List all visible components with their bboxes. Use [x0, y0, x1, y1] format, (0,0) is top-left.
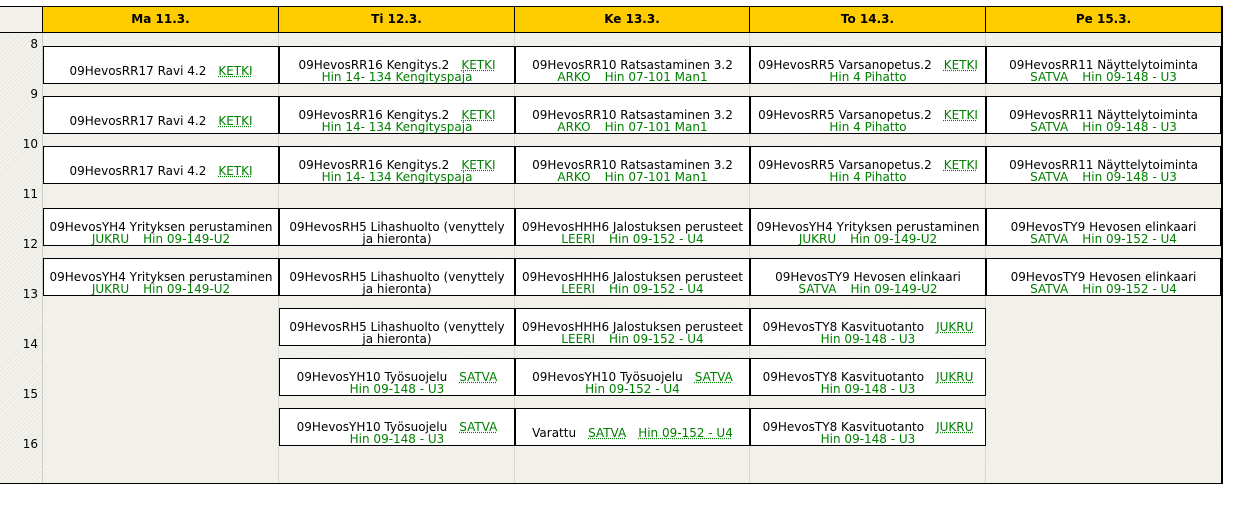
day-header-mon[interactable]: Ma 11.3. — [43, 7, 279, 32]
course-name: 09HevosRR17 Ravi 4.2 — [69, 114, 207, 128]
teacher-link[interactable]: JUKRU — [798, 232, 837, 246]
teacher-link[interactable]: KETKI — [218, 164, 253, 178]
teacher-link[interactable]: SATVA — [588, 426, 627, 440]
course-name: 09HevosHHH6 Jalostuksen perusteet — [522, 320, 743, 334]
event-block[interactable] — [515, 258, 750, 296]
course-name-cont: ja hieronta) — [362, 332, 432, 346]
room-link[interactable]: Hin 09-148 - U3 — [349, 432, 445, 446]
course-name: 09HevosRR5 Varsanopetus.2 — [758, 158, 932, 172]
event-block[interactable] — [750, 258, 986, 296]
day-header-thu[interactable]: To 14.3. — [750, 7, 986, 32]
room-link[interactable]: Hin 09-148 - U3 — [1082, 120, 1177, 134]
room-link[interactable]: Hin 09-148 - U3 — [820, 332, 916, 346]
header-corner — [0, 7, 43, 32]
teacher-link[interactable]: JUKRU — [936, 420, 974, 434]
room-link[interactable]: Hin 4 Pihatto — [829, 170, 907, 184]
course-name: 09HevosHHH6 Jalostuksen perusteet — [522, 220, 743, 234]
room-link[interactable]: Hin 09-148 - U3 — [820, 382, 916, 396]
event-block[interactable] — [750, 308, 986, 346]
event-block[interactable] — [279, 308, 515, 346]
teacher-link[interactable]: SATVA — [459, 420, 498, 434]
event-block[interactable] — [750, 358, 986, 396]
room-link[interactable]: Hin 07-101 Man1 — [604, 70, 708, 84]
course-name: Varattu — [532, 426, 577, 440]
room-link[interactable]: Hin 09-148 - U3 — [1082, 70, 1177, 84]
course-name: 09HevosRR11 Näyttelytoiminta — [1009, 158, 1198, 172]
room-link[interactable]: Hin 09-148 - U3 — [820, 432, 916, 446]
hour-label: 16 — [22, 437, 38, 451]
course-name: 09HevosRR16 Kengitys.2 — [298, 108, 450, 122]
course-name: 09HevosYH4 Yrityksen perustaminen — [756, 220, 980, 234]
room-link[interactable]: Hin 09-152 - U4 — [609, 232, 704, 246]
teacher-link[interactable]: KETKI — [943, 108, 978, 122]
room-link[interactable]: Hin 09-149-U2 — [143, 282, 231, 296]
teacher-link[interactable]: SATVA — [459, 370, 498, 384]
room-link[interactable]: Hin 07-101 Man1 — [604, 120, 708, 134]
room-link[interactable]: Hin 09-152 - U4 — [609, 332, 704, 346]
day-header-wed[interactable]: Ke 13.3. — [515, 7, 750, 32]
event-block[interactable] — [515, 208, 750, 246]
course-name: 09HevosRR17 Ravi 4.2 — [69, 164, 207, 178]
teacher-link[interactable]: SATVA — [1030, 232, 1069, 246]
teacher-link[interactable]: ARKO — [557, 120, 591, 134]
teacher-link[interactable]: LEERI — [561, 282, 596, 296]
teacher-link[interactable]: SATVA — [798, 282, 837, 296]
event-block[interactable] — [515, 358, 750, 396]
event-block[interactable] — [279, 408, 515, 446]
teacher-link[interactable]: JUKRU — [936, 370, 974, 384]
event-block[interactable] — [279, 208, 515, 246]
teacher-link[interactable]: KETKI — [943, 58, 978, 72]
room-link[interactable]: Hin 09-148 - U3 — [349, 382, 445, 396]
teacher-link[interactable]: JUKRU — [936, 320, 974, 334]
event-block[interactable] — [986, 146, 1221, 184]
teacher-link[interactable]: KETKI — [218, 114, 253, 128]
hour-label: 15 — [22, 387, 38, 401]
room-link[interactable]: Hin 4 Pihatto — [829, 120, 907, 134]
event-block[interactable] — [279, 46, 515, 84]
course-name: 09HevosRR10 Ratsastaminen 3.2 — [532, 58, 733, 72]
teacher-link[interactable]: KETKI — [943, 158, 978, 172]
room-link[interactable]: Hin 4 Pihatto — [829, 70, 907, 84]
teacher-link[interactable]: SATVA — [1030, 170, 1069, 184]
teacher-link[interactable]: SATVA — [1030, 282, 1069, 296]
event-block[interactable] — [750, 46, 986, 84]
course-name: 09HevosHHH6 Jalostuksen perusteet — [522, 270, 743, 284]
course-name: 09HevosRR16 Kengitys.2 — [298, 58, 450, 72]
teacher-link[interactable]: JUKRU — [91, 232, 130, 246]
course-name-cont: ja hieronta) — [362, 282, 432, 296]
event-block[interactable] — [279, 146, 515, 184]
course-name: 09HevosTY8 Kasvituotanto — [762, 320, 925, 334]
time-column — [0, 33, 43, 483]
course-name: 09HevosTY9 Hevosen elinkaari — [1010, 220, 1197, 234]
room-link[interactable]: Hin 09-152 - U4 — [638, 426, 733, 440]
event-block[interactable] — [43, 96, 279, 134]
course-name: 09HevosRR17 Ravi 4.2 — [69, 64, 207, 78]
course-name: 09HevosRR11 Näyttelytoiminta — [1009, 108, 1198, 122]
teacher-link[interactable]: KETKI — [218, 64, 253, 78]
event-block[interactable] — [43, 46, 279, 84]
course-name: 09HevosRR10 Ratsastaminen 3.2 — [532, 108, 733, 122]
teacher-link[interactable]: KETKI — [461, 58, 496, 72]
room-link[interactable]: Hin 07-101 Man1 — [604, 170, 708, 184]
event-block[interactable] — [986, 258, 1221, 296]
course-name: 09HevosYH10 Työsuojelu — [296, 370, 448, 384]
room-link[interactable]: Hin 14- 134 Kengityspaja — [321, 120, 473, 134]
event-block[interactable] — [43, 208, 279, 246]
event-block[interactable] — [279, 358, 515, 396]
teacher-link[interactable]: LEERI — [561, 332, 596, 346]
event-block[interactable] — [750, 408, 986, 446]
day-header-fri[interactable]: Pe 15.3. — [1075, 12, 1132, 26]
course-name: 09HevosRR5 Varsanopetus.2 — [758, 58, 932, 72]
hour-label: 9 — [30, 87, 38, 101]
room-link[interactable]: Hin 09-152 - U4 — [609, 282, 704, 296]
course-name: 09HevosRR16 Kengitys.2 — [298, 158, 450, 172]
teacher-link[interactable]: JUKRU — [91, 282, 130, 296]
event-block[interactable] — [986, 46, 1221, 84]
course-name: 09HevosRR10 Ratsastaminen 3.2 — [532, 158, 733, 172]
event-block[interactable] — [515, 96, 750, 134]
event-block[interactable] — [750, 208, 986, 246]
hour-label: 10 — [22, 137, 38, 151]
day-header-row — [0, 7, 1221, 33]
course-name-cont: ja hieronta) — [362, 232, 432, 246]
event-block[interactable] — [43, 258, 279, 296]
teacher-link[interactable]: SATVA — [1030, 120, 1069, 134]
hour-label: 12 — [22, 237, 38, 251]
course-name: 09HevosRH5 Lihashuolto (venyttely — [289, 320, 505, 334]
course-name: 09HevosTY9 Hevosen elinkaari — [1010, 270, 1197, 284]
course-name: 09HevosTY8 Kasvituotanto — [762, 370, 925, 384]
event-block[interactable] — [279, 96, 515, 134]
event-block[interactable] — [515, 408, 750, 446]
room-link[interactable]: Hin 14- 134 Kengityspaja — [321, 70, 473, 84]
weekly-schedule — [0, 6, 1223, 484]
teacher-link[interactable]: SATVA — [694, 370, 733, 384]
room-link[interactable]: Hin 09-152 - U4 — [1082, 232, 1177, 246]
course-name: 09HevosRH5 Lihashuolto (venyttely — [289, 220, 505, 234]
room-link[interactable]: Hin 09-148 - U3 — [1082, 170, 1177, 184]
course-name: 09HevosYH4 Yrityksen perustaminen — [49, 220, 273, 234]
course-name: 09HevosRR5 Varsanopetus.2 — [758, 108, 932, 122]
event-block[interactable] — [986, 96, 1221, 134]
hour-label: 11 — [22, 187, 38, 201]
course-name: 09HevosYH10 Työsuojelu — [532, 370, 683, 384]
event-block[interactable] — [279, 258, 515, 296]
hour-label: 14 — [22, 337, 38, 351]
event-block[interactable] — [515, 308, 750, 346]
teacher-link[interactable]: KETKI — [461, 158, 496, 172]
teacher-link[interactable]: KETKI — [461, 108, 496, 122]
room-link[interactable]: Hin 09-149-U2 — [850, 282, 938, 296]
day-header-tue[interactable]: Ti 12.3. — [279, 7, 515, 32]
room-link[interactable]: Hin 09-149-U2 — [850, 232, 938, 246]
hour-label: 13 — [22, 287, 38, 301]
room-link[interactable]: Hin 09-152 - U4 — [585, 382, 680, 396]
course-name: 09HevosTY9 Hevosen elinkaari — [775, 270, 961, 284]
teacher-link[interactable]: LEERI — [561, 232, 596, 246]
room-link[interactable]: Hin 09-152 - U4 — [1082, 282, 1177, 296]
teacher-link[interactable]: ARKO — [557, 70, 591, 84]
course-name: 09HevosYH10 Työsuojelu — [296, 420, 448, 434]
course-name: 09HevosRR11 Näyttelytoiminta — [1009, 58, 1198, 72]
event-block[interactable] — [515, 46, 750, 84]
hour-label: 8 — [30, 37, 38, 51]
teacher-link[interactable]: SATVA — [1030, 70, 1069, 84]
course-name: 09HevosRH5 Lihashuolto (venyttely — [289, 270, 505, 284]
room-link[interactable]: Hin 09-149-U2 — [143, 232, 231, 246]
course-name: 09HevosYH4 Yrityksen perustaminen — [49, 270, 273, 284]
event-block[interactable] — [750, 146, 986, 184]
event-block[interactable] — [43, 146, 279, 184]
teacher-link[interactable]: ARKO — [557, 170, 591, 184]
event-block[interactable] — [750, 96, 986, 134]
room-link[interactable]: Hin 14- 134 Kengityspaja — [321, 170, 473, 184]
course-name: 09HevosTY8 Kasvituotanto — [762, 420, 925, 434]
event-block[interactable] — [986, 208, 1221, 246]
event-block[interactable] — [515, 146, 750, 184]
